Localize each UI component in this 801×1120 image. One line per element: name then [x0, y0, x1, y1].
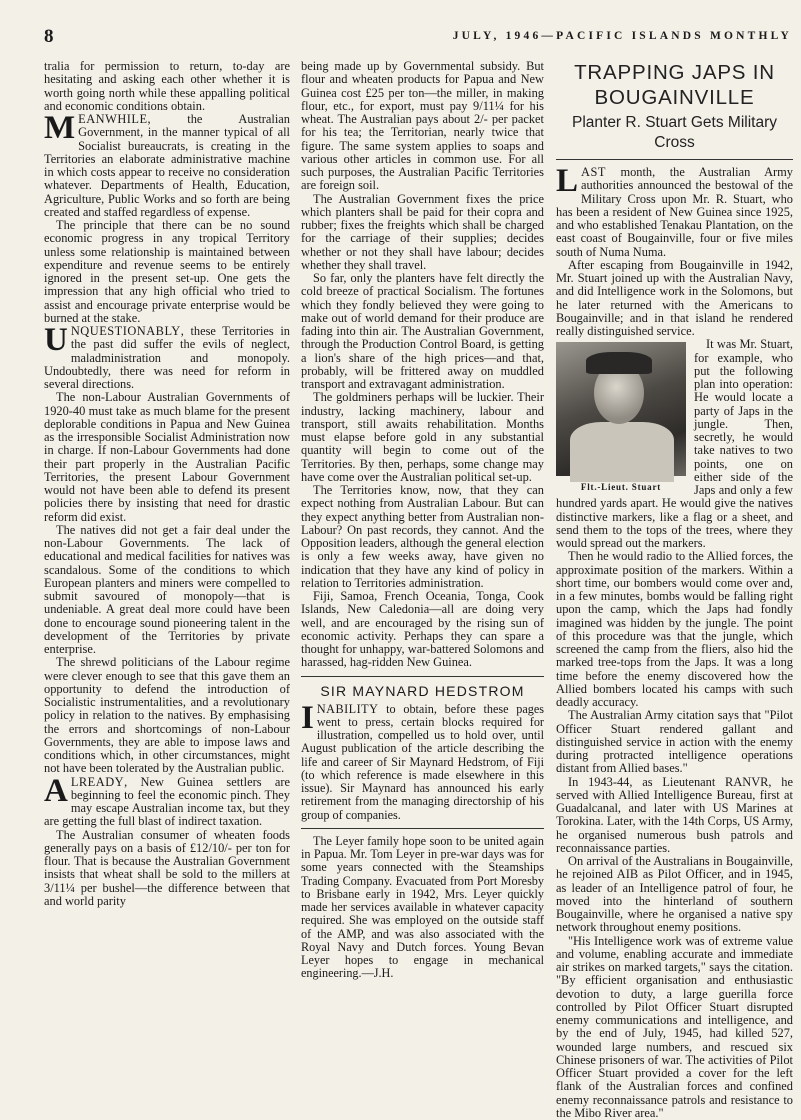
paragraph: After escaping from Bougainville in 1942, Mr. Stuart joined up with the Australian Navy, and did Intelligence work in the Solomons, but he later returned with the Americans to Bougainville; and in that island he rendered really distinguished service.	[556, 259, 793, 339]
paragraph: Fiji, Samoa, French Oceania, Tonga, Cook Islands, New Caledonia—all are doing very well, and are encouraged by the rising sun of economic activity. Perhaps they can spare a thought for unhappy, war-battered Solomons and harassed, hag-ridden New Guinea.	[301, 590, 544, 670]
paragraph-text: , these Territories in the past did suffer the evils of neglect, maladministration and monopoly. Undoubtedly, there was need for reform in several directions.	[44, 324, 290, 391]
paragraph: The principle that there can be no sound economic progress in any tropical Territory unless some relationship is maintained between expenditure and revenue seems to be entirely ignored in the present set-up. One gets the impression that any high official who tried to assist and encourage private enterprise would be burned at the stake.	[44, 219, 290, 325]
photo-caption: Flt.-Lieut. Stuart	[556, 482, 686, 492]
divider	[301, 676, 544, 677]
column-right	[556, 60, 793, 1060]
paragraph-text: , New Guinea settlers are beginning to feel the economic pinch. They may escape Australian income tax, but they are getting the full blast of indirect taxation.	[44, 775, 290, 829]
drop-cap: I	[301, 705, 314, 731]
paragraph: The shrewd politicians of the Labour regime were clever enough to see that this gave them an opportunity to defend the introduction of Socialistic instrumentalities, and a revolutionary policy in relation to the natives. By emphasising the errors and shortcomings of non-Labour Governments, they are able to impose laws and conditions which, in other circumstances, might not have been tolerated by the Australian public.	[44, 656, 290, 775]
portrait-figure	[556, 342, 686, 492]
article-subtitle: Planter R. Stuart Gets Military Cross	[556, 113, 793, 153]
paragraph: being made up by Governmental subsidy. But flour and wheaten products for Papua and New Guinea cost £25 per ton—the miller, in making flour, etc., for export, must pay 9/11¼ for his wheat. The Australian pays about 2/- per packet for his tea; the Territorian, nearly twice that figure. The same system applies to soaps and various other articles in common use. For all such purposes, the Australian Pacific Territories are foreign soil.	[301, 60, 544, 193]
paragraph	[556, 166, 793, 259]
paragraph-text: month, the Australian Army authorities announced the bestowal of the Military Cross upon Mr. R. Stuart, who has been a resident of New Guinea since 1925, and who established Tenakau Plantation, on the east coast of Bougainville, four or five miles south of Numa Numa.	[556, 165, 793, 259]
paragraph: "His Intelligence work was of extreme value and volume, enabling accurate and immediate air strikes on marked targets," says the citation. "By efficient organisation and enthusiastic devotion to duty, a large guerilla force controlled by Pilot Officer Stuart disrupted enemy communications and intelligence, and by the end of July, 1945, had killed 527, wounded large numbers, and rescued six Chinese prisoners of war. The activities of Pilot Officer Stuart provided a cover for the left flank of the Australian forces and confined enemy reconnaissance patrols and resistance to the Mibo River area."	[556, 935, 793, 1120]
divider	[301, 828, 544, 829]
photo-cap	[586, 352, 652, 374]
lead-word: NQUESTIONABLY	[71, 324, 181, 338]
lead-word: AST	[581, 165, 606, 179]
paragraph: tralia for permission to return, to-day are hesitating and asking each other whether it is worth going north while these appalling political and economic conditions obtain.	[44, 60, 290, 113]
page-number: 8	[44, 26, 54, 48]
drop-cap: A	[44, 778, 68, 804]
leyer-item	[301, 835, 544, 981]
column-left	[44, 60, 290, 1060]
lead-word: NABILITY	[317, 702, 379, 716]
paragraph: The Australian Army citation says that "Pilot Officer Stuart rendered gallant and distinguished service in action with the enemy during protracted intelligence operations distant from Allied bases."	[556, 709, 793, 775]
portrait-photo	[556, 342, 686, 476]
drop-cap: M	[44, 115, 75, 141]
article-headline	[556, 60, 793, 153]
hedstrom-item	[301, 703, 544, 822]
paragraph: The Australian consumer of wheaten foods generally pays on a basis of £12/10/- per ton for flour. That is because the Australian Government insists that wheat shall be sold to the millers at 3/11¼ per bushel—the difference between that and world parity	[44, 829, 290, 909]
paragraph: The natives did not get a fair deal under the non-Labour Governments. The lack of educational and medical facilities for natives was scandalous. Some of the conditions to which European planters and miners were compelled to submit savoured of monopoly—that is undeniable. A great deal more could have been done to encourage sound pioneering talent in the development of the Territories by private enterprise.	[44, 524, 290, 657]
paragraph: On arrival of the Australians in Bougainville, he rejoined AIB as Pilot Officer, and in 1945, as leader of an Intelligence patrol of four, he moved into the hinterland of southern Bougainville, where he organised a native spy network throughout enemy positions.	[556, 855, 793, 935]
lead-word: EANWHILE	[78, 112, 147, 126]
paragraph: The Australian Government fixes the price which planters shall be paid for their copra and rubber; fixes the freights which shall be charged for the carriage of their supplies; decides whether or not they shall have labour; decides whether they shall travel.	[301, 193, 544, 273]
hedstrom-heading: SIR MAYNARD HEDSTROM	[301, 683, 544, 699]
photo-shirt	[570, 422, 674, 482]
paragraph: It was Mr. Stuart, for example, who put the following plan into operation: He would locate a party of Japs in the jungle. Then, secretly, he would take natives to two points, one on either side of the Japs and only a few hundred yards apart. He would give the natives distinctive markers, like a flag or a sheet, and send them to the tops of the trees, where they would spread out the markers.	[556, 338, 793, 550]
paragraph	[44, 776, 290, 829]
paragraph: Then he would radio to the Allied forces, the approximate position of the markers. Within a short time, our bombers would come over and, in a few minutes, bombs would be falling right upon the camp, which the Japs had fondly imagined was hidden by the jungle. The point of this procedure was that the jungle, which screened the camp from the fliers, also hid the marked tree-tops from the Japs. It was a long time before the enemy discovered how the Allied bombers located his camps with such deadly accuracy.	[556, 550, 793, 709]
drop-cap: U	[44, 327, 68, 353]
paragraph	[301, 703, 544, 822]
running-head: JULY, 1946—PACIFIC ISLANDS MONTHLY	[453, 30, 792, 42]
paragraph-text: to obtain, before these pages went to press, certain blocks required for illustration, compelled us to hold over, until August publication of the article describing the life and career of Sir Maynard Hedstrom, of Fiji (to which reference is made elsewhere in this issue). Sir Maynard has announced his early retirement from the managing directorship of his group of companies.	[301, 702, 544, 822]
column-middle	[301, 60, 544, 1060]
paragraph: The Territories know, now, that they can expect nothing from Australian Labour. But can they expect anything better from Australian non-Labour? On past records, they cannot. And the Opposition leaders, although the general election is only a few weeks away, have given no indication that they have any kind of policy in relation to Territories administration.	[301, 484, 544, 590]
paragraph: The goldminers perhaps will be luckier. Their industry, lacking machinery, labour and transport, still awaits rehabilitation. Months must elapse before gold in any substantial quantity will begin to come out of the Territories. By then, perhaps, some change may have come over the Australian political set-up.	[301, 391, 544, 484]
paragraph: The non-Labour Australian Governments of 1920-40 must take as much blame for the present deplorable conditions in Papua and New Guinea as the irresponsible Socialist Administration now in charge. If non-Labour Governments had done their part properly in the Australian Pacific Territories, the present Labour Government would not have been able to defend its present policies there by insisting that need for drastic reform did exist.	[44, 391, 290, 524]
paragraph: The Leyer family hope soon to be united again in Papua. Mr. Tom Leyer in pre-war days was for some years connected with the Steamships Trading Company. Evacuated from Port Moresby to Brisbane early in 1942, Mrs. Leyer quickly made her services available in whatever capacity required. She was employed on the outside staff of the AMP, and was also associated with the Royal Navy and Dutch forces. Young Bevan Leyer hopes to engage in mechanical engineering.—J.H.	[301, 835, 544, 981]
drop-cap: L	[556, 168, 578, 194]
paragraph-text: , the Australian Government, in the manner typical of all Socialist bureaucrats, is creating in the Territories an elaborate administrative machine in which costs appear to receive no consideration whatever. Departments of Health, Education, Agriculture, Public Works and so forth are being created and staffed regardless of expense.	[44, 112, 290, 219]
paragraph: So far, only the planters have felt directly the cold breeze of practical Socialism. The fortunes which they fondly believed they were going to make out of world demand for their produce are fading into thin air. The Australian Government, through the Production Control Board, is getting a lion's share of the high prices—and that, probably, will be frittered away on muddled transport and extravagant administration.	[301, 272, 544, 391]
page-header	[44, 26, 792, 46]
paragraph: In 1943-44, as Lieutenant RANVR, he served with Allied Intelligence Bureau, first at Guadalcanal, and later with US Marines at Torokina. Later, with the 14th Corps, US Army, he organised numerous bush patrols and reconnaissance parties.	[556, 776, 793, 856]
paragraph	[44, 325, 290, 391]
paragraph	[44, 113, 290, 219]
lead-word: LREADY	[71, 775, 124, 789]
article-title: TRAPPING JAPS IN BOUGAINVILLE	[556, 60, 793, 110]
divider	[556, 159, 793, 160]
